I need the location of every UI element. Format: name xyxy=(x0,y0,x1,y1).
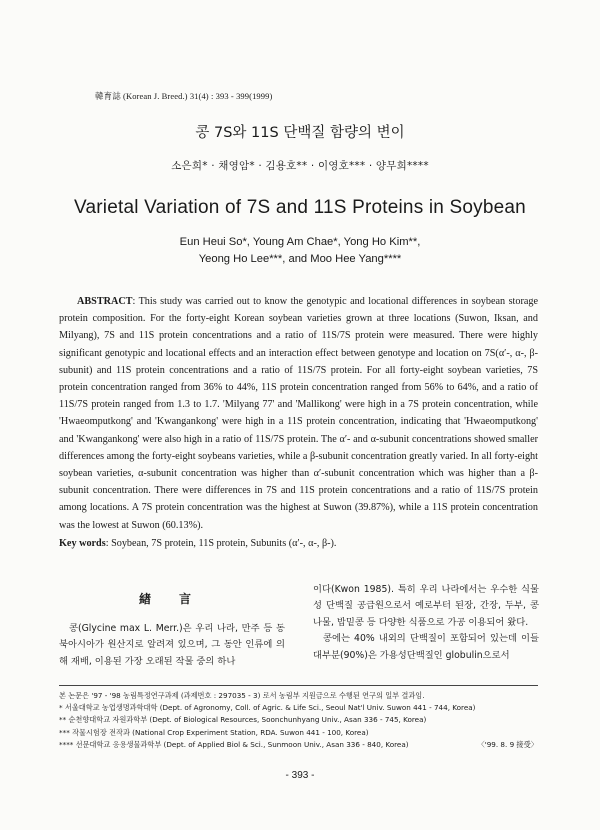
keywords xyxy=(59,538,538,549)
authors-korean: 소은희* · 채영암* · 김용호** · 이영호*** · 양무희**** xyxy=(171,160,429,172)
footnote-item: * 서울대학교 농업생명과학대학 (Dept. of Agronomy, Coll. of Agric. & Life Sci., Seoul Nat'l Univ. Suwon 441 - 744, Korea) xyxy=(59,703,476,713)
page-number: - 393 - xyxy=(285,770,315,781)
title-korean: 콩 7S와 11S 단백질 함량의 변이 xyxy=(195,125,405,141)
abstract-label: ABSTRACT xyxy=(77,296,133,307)
received-date: 〈'99. 8. 9 接受〉 xyxy=(477,739,538,749)
authors-english xyxy=(0,234,600,268)
intro-right-para2: 콩에는 40% 내외의 단백질이 포함되어 있는데 이들 대부분(90%)은 가용성단백질인 globulin으로서 xyxy=(313,633,539,661)
intro-right-para1: 이다(Kwon 1985). 특히 우리 나라에서는 우수한 식물성 단백질 공급원으로서 예로부터 된장, 간장, 두부, 콩나물, 밥밑콩 등 다양한 식품으로 가공 이용되어 왔다. xyxy=(313,584,539,628)
section-heading-intro: 緖言 xyxy=(138,592,219,606)
footnote-divider xyxy=(59,685,538,686)
journal-citation: 韓育誌 (Korean J. Breed.) 31(4) : 393 - 399(1999) xyxy=(95,91,273,101)
title-english: Varietal Variation of 7S and 11S Proteins in Soybean xyxy=(74,197,526,218)
footnote-item: *** 작물시험장 전작과 (National Crop Experiment Station, RDA. Suwon 441 - 100, Korea) xyxy=(59,727,369,737)
footnote-item: 본 논문은 '97 - '98 농림특정연구과제 (과제번호 : 297035 - 3) 로서 농림부 지원금으로 수행된 연구의 일부 결과임. xyxy=(59,691,425,700)
intro-left-text: 콩(Glycine max L. Merr.)은 우리 나라, 만주 등 동북아시아가 원산지로 알려져 있으며, 그 동안 인류에 의해 재배, 이용된 가장 오래된 작물 중의 하나 xyxy=(59,623,285,667)
intro-right-column xyxy=(313,582,539,664)
authors-english-line2: Yeong Ho Lee***, and Moo Hee Yang**** xyxy=(198,253,402,265)
authors-english-line1: Eun Heui So*, Young Am Chae*, Yong Ho Kim**, xyxy=(179,236,421,248)
footnote-item: **** 선문대학교 응용생물과학부 (Dept. of Applied Biol & Sci., Sunmoon Univ., Asan 336 - 840, Korea) 〈'99. 8. 9 接受〉 xyxy=(59,739,538,751)
footnotes xyxy=(59,690,538,751)
keywords-label: Key words xyxy=(59,538,106,549)
footnote-item: ** 순천향대학교 자원과학부 (Dept. of Biological Resources, Soonchunhyang Univ., Asan 336 - 745, Korea) xyxy=(59,715,427,725)
abstract xyxy=(59,293,538,534)
intro-left-column xyxy=(59,590,285,670)
abstract-text: : This study was carried out to know the genotypic and locational differences in soybean storage protein composition. For the forty-eight Korean soybean varieties grown at three locations (Suwon, Iksan, and Milyang), 7S and 11S protein concentrations and a ratio of 11S/7S protein were measured. There were highly significant genotypic and locational effects and an interaction effect between genotype and location on 7S(α′-, α-, β-subunit) and 11S protein concentrations and a ratio of 11S/7S protein. For all forty-eight soybean varieties, 7S protein concentration ranged from 36% to 44%, 11S protein concentration ranged from 56% to 64%, and a ratio of 11S/7S protein ranged from 1.3 to 1.7. 'Milyang 77' and 'Mallikong' were high in a 7S protein concentration, while 'Hwaeomputkong' and 'Kwangankong' were high in a 11S protein concentration, indicating that 'Hwaeomputkong' and 'Kwangankong' were also high in a ratio of 11S/7S protein. The α′- and α-subunit concentrations showed smaller differences among the forty-eight soybeans varieties, while a β-subunit concentration greatly varied. In all forty-eight soybean varieties, α-subunit concentration was higher than α′-subunit concentration which was higher than a β-subunit concentration. There were differences in 7S and 11S protein concentrations and a ratio of 11S/7S protein among locations. A 7S protein concentration was the highest at Suwon (39.87%), while a 11S protein concentration was the lowest at Suwon (60.13%). xyxy=(59,296,538,531)
keywords-text: : Soybean, 7S protein, 11S protein, Subunits (α′-, α-, β-). xyxy=(105,538,337,549)
